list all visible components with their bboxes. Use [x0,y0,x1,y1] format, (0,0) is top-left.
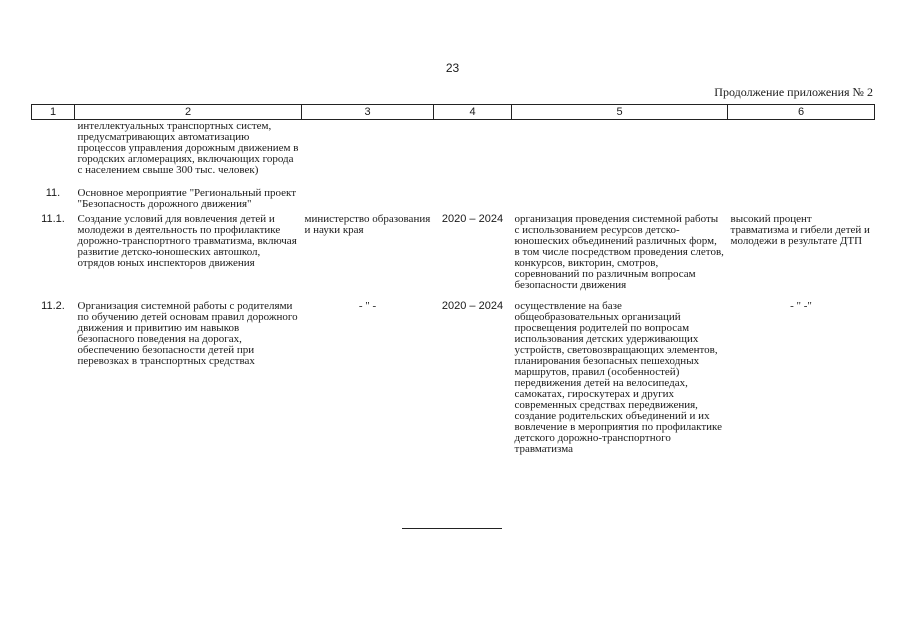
event-cell: интеллектуальных транспортных систем, предусматривающих автоматизацию процессов управления дорожным движением в городских агломерациях, включающих города с населением свыше 300 тыс. человек) [77,120,299,176]
table-row [32,188,875,214]
column-header-4: 4 [434,105,512,120]
row-number [32,120,75,189]
executor-cell [302,120,434,189]
column-header-5: 5 [512,105,728,120]
continuation-note: Продолжение приложения № 2 [714,85,873,99]
risk-cell: высокий процент травматизма и гибели детей и молодежи в результате ДТП [730,213,870,247]
executor-cell: - " - [358,300,377,312]
page-number: 23 [445,61,460,75]
table-row [32,301,875,455]
column-header-3: 3 [302,105,434,120]
result-cell: организация проведения системной работы с использованием ресурсов детско-юношеских объединений различных форм, в том числе посредством проведения слетов, конкурсов, викторин, смотров, соревнований по различным вопросам безопасности движения [514,213,724,291]
result-cell [512,188,728,214]
period-cell: 2020 – 2024 [441,300,504,312]
result-cell: осуществление на базе общеобразовательных организаций просвещения родителей по вопросам использования детских удерживающих устройств, световозвращающих элементов, планирования безопасных пешеходных маршрутов, правил (особенностей) передвижения детей на велосипедах, самокатах, гироскутерах и других современных средствах передвижения, создание родительских объединений и их вовлечение в мероприятия по профилактике детского дорожно-транспортного травматизма [514,300,722,455]
result-cell [512,120,728,189]
row-number: 11.1. [41,213,65,225]
row-number: 11. [45,187,61,199]
table-row [32,120,875,189]
event-cell: Основное мероприятие "Региональный проект "Безопасность дорожного движения" [77,187,297,210]
risk-cell: - " -" [790,300,812,312]
period-cell: 2020 – 2024 [441,213,504,225]
executor-cell: министерство образования и науки края [304,213,431,236]
footer-divider [402,528,502,529]
risk-cell [728,188,875,214]
row-number: 11.2. [41,300,65,312]
table-row [32,214,875,301]
period-cell [434,188,512,214]
executor-cell [302,188,434,214]
header-row [32,105,875,120]
column-header-6: 6 [728,105,875,120]
column-header-2: 2 [75,105,302,120]
risk-cell [728,120,875,189]
event-cell: Создание условий для вовлечения детей и молодежи в деятельность по профилактике дорожно-транспортного травматизма, включая развитие детско-юношеских автошкол, отрядов юных инспекторов движения [77,213,297,269]
event-cell: Организация системной работы с родителями по обучению детей основам правил дорожного движения и привитию им навыков безопасного поведения на дорогах, обеспечению безопасности детей при перевозках в транспортных средствах [77,300,298,367]
measures-table [31,104,875,455]
column-header-1: 1 [32,105,75,120]
period-cell [434,120,512,189]
